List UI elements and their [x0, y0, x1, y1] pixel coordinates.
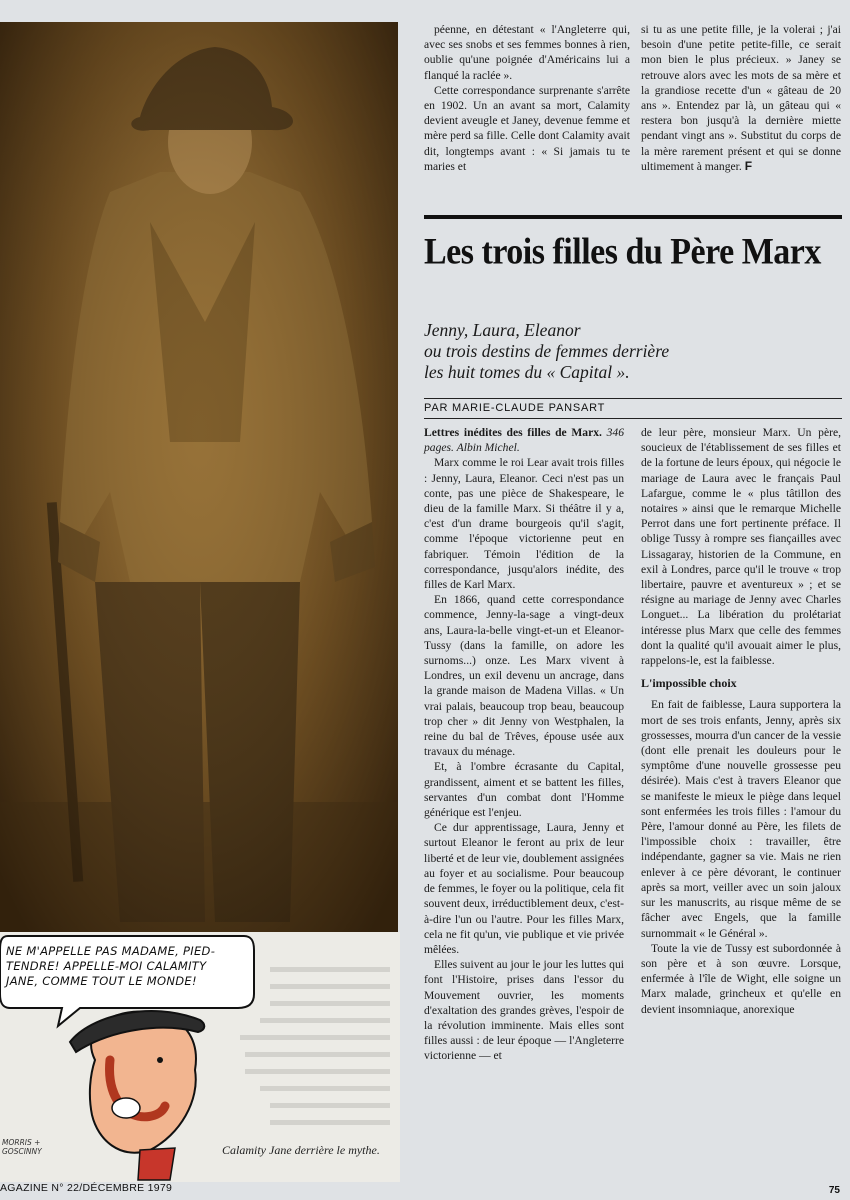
subheading: L'impossible choix — [641, 676, 737, 691]
article-standfirst: Jenny, Laura, Eleanor ou trois destins de femmes derrière les huit tomes du « Capital ». — [424, 320, 670, 382]
end-mark: F — [744, 158, 753, 173]
paragraph: Elles suivent au jour le jour les luttes qui font l'Histoire, prises dans l'essor du Mouvement ouvrier, les moments d'exaltation des grandes grèves, l'espoir de la révolution imminente. Mais elles sont filles aussi : de leur époque — l'Angleterre victorienne — et — [424, 958, 624, 1063]
magazine-footer: AGAZINE N° 22/DÉCEMBRE 1979 — [0, 1182, 173, 1194]
paragraph — [641, 22, 841, 174]
calamity-jane-photo — [0, 22, 398, 932]
book-title: Lettres inédites des filles de Marx. — [424, 426, 602, 439]
speech-balloon-text: NE M'APPELLE PAS MADAME, PIED-TENDRE! APPELLE-MOI CALAMITY JANE, COMME TOUT LE MONDE! — [6, 944, 216, 988]
book-reference — [424, 425, 624, 455]
book-details: 346 pages. Albin Michel. — [424, 426, 624, 455]
article-column-right — [641, 425, 841, 1017]
paragraph: En 1866, quand cette correspondance commence, Jenny-la-sage a vingt-deux ans, Laura-la-belle vingt-et-un et Eleanor-Tussy (dans la famille, on adore les surnoms...) onze. Les Marx vivent à Londres, un exil devenu un ancrage, dans la grande maison de Madena Villas. « Un vrai palais, beaucoup trop beau, beaucoup trop cher » dit Jenny von Westphalen, la reine du bal de Trêves, épouse usée aux travaux du ménage. — [424, 593, 624, 759]
previous-article-column-2 — [641, 22, 841, 174]
paragraph: Cette correspondance surprenante s'arrête en 1902. Un an avant sa mort, Calamity devient aveugle et Janey, devenue femme et mère perd sa fille. Celle dont Calamity avait dit, longtemps avant : « Si jamais tu te maries et — [424, 83, 630, 173]
paragraph: Et, à l'ombre écrasante du Capital, grandissent, aiment et se battent les filles, servantes d'un combat dont l'Homme générique est l'enjeu. — [424, 760, 624, 820]
photo-caption: Calamity Jane derrière le mythe. — [222, 1143, 380, 1157]
paragraph-text: si tu as une petite fille, je la volerai ; j'ai besoin d'une petite petite-fille, ce serait mon bien le plus précieux. » Janey se retrouve alors avec les mots de sa mère et la grandiose recette d'un « gâteau de 20 ans ». Entendez par là, un gâteau qui « restera bon jusqu'à la dernière miette pendant vingt ans ». Substitut du corps de la mère rarement présent et qui se donne ultimement à manger. — [641, 23, 841, 173]
article-column-left — [424, 425, 624, 1064]
byline-rule — [424, 418, 842, 419]
paragraph: En fait de faiblesse, Laura supportera la mort de ses trois enfants, Jenny, après six grossesses, mourra d'un cancer de la vessie (dont elle prenait les douleurs pour le symptôme d'une nouvelle grossesse peu désirée). Mais c'est à travers Eleanor que se manifeste le mieux le piège dans lequel sont enfermées les trois filles : l'amour du Père, l'amour donné au Père, les filets de l'impossible choix : travailler, être indépendante, gagner sa vie. Mais ne rien enlever à ce père dévorant, le continuer après sa mort, veiller avec un soin jaloux sur les manuscrits, au risque même de se fâcher avec Engels, que la famille surnommait « le Général ». — [641, 698, 841, 940]
photo-illustration — [0, 22, 398, 932]
section-rule — [424, 215, 842, 219]
byline: PAR MARIE-CLAUDE PANSART — [424, 402, 606, 414]
article-title: Les trois filles du Père Marx — [424, 232, 821, 272]
paragraph: de leur père, monsieur Marx. Un père, soucieux de l'établissement de ses filles et de la fortune de leurs époux, qui négocie le mariage de Laura avec le français Paul Lafargue, comme le « plus tâtillon des notaires » ainsi que le remarque Michelle Perrot dans une fort pertinente préface. Il oblige Tussy à rompre ses fiançailles avec Lissagaray, historien de la Commune, en exil à Londres, parce qu'il le trouve « trop libertaire, pauvre et aventureux » ; et se résigne au mariage de Jenny avec Charles Longuet... La libération du prolétariat intéresse plus Marx que celle des femmes dont la qualité qu'il avouait aimer le plus, rappelons-le, est la faiblesse. — [641, 426, 841, 668]
paragraph: Toute la vie de Tussy est subordonnée à son père et à son œuvre. Lorsque, enfermée à l'île de Wight, elle soigne un Marx malade, grincheux et qu'elle en devient insomniaque, anorexique — [641, 941, 841, 1016]
paragraph: péenne, en détestant « l'Angleterre qui, avec ses snobs et ses femmes bonnes à rien, oublie qu'une poignée d'Américains lui a flanqué la raclée ». — [424, 23, 630, 82]
paragraph: Ce dur apprentissage, Laura, Jenny et surtout Eleanor le feront au prix de leur liberté et de leur vie, doublement assignées au foyer et au socialisme. Pour beaucoup de femmes, le foyer ou la politique, cela fit souvent deux, irréductiblement deux, c'est-à-dire l'un ou l'autre. Pour les filles Marx, cela ne fit qu'un, vie publique et vie privée mêlées. — [424, 821, 624, 956]
cartoon-signature: MORRIS + GOSCINNY — [2, 1138, 42, 1156]
byline-rule — [424, 398, 842, 399]
previous-article-column-1 — [424, 22, 630, 174]
paragraph: Marx comme le roi Lear avait trois filles : Jenny, Laura, Eleanor. Ceci n'est pas un conte, pas une pièce de Shakespeare, le dieu de la famille Marx. Si théâtre il y a, c'est d'un drame bourgeois qu'il s'agit, comme l'époque victorienne peut en fabriquer. Témoin l'édition de la correspondance, jusqu'alors inédite, des filles de Karl Marx. — [424, 456, 624, 592]
page-number: 75 — [828, 1185, 840, 1196]
